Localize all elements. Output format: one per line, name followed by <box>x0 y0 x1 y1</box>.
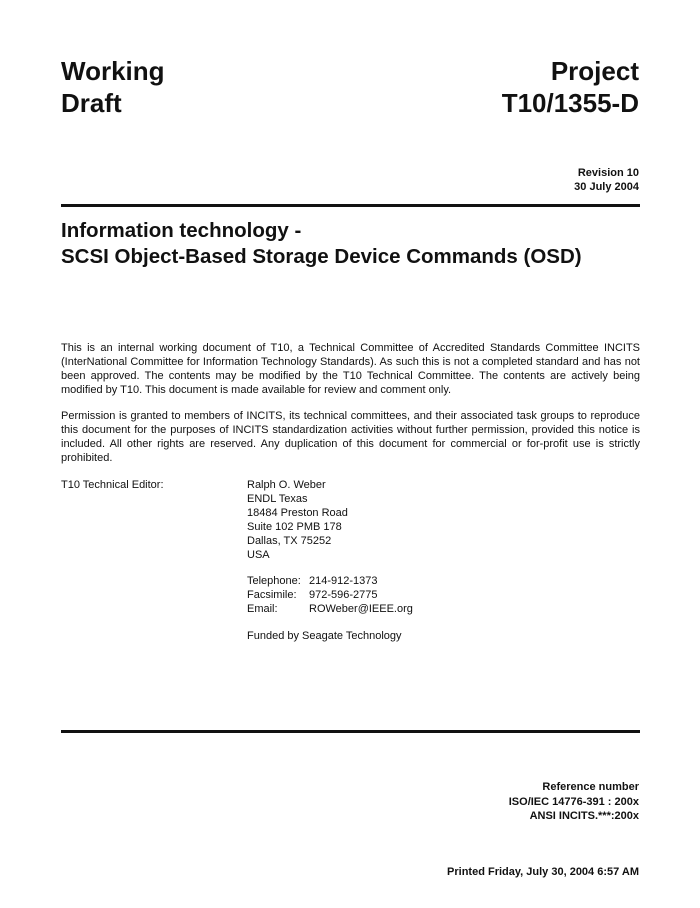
editor-contact <box>247 574 413 616</box>
editor-country: USA <box>247 549 270 561</box>
telephone-value: 214-912-1373 <box>309 575 378 587</box>
working-text: Working <box>61 56 165 86</box>
editor-suite: Suite 102 PMB 178 <box>247 521 342 533</box>
facsimile-row <box>247 588 413 602</box>
editor-label: T10 Technical Editor: <box>61 479 164 491</box>
facsimile-label: Facsimile: <box>247 589 297 601</box>
telephone-label: Telephone: <box>247 575 301 587</box>
revision-date: 30 July 2004 <box>574 181 639 193</box>
notice-paragraph: This is an internal working document of T10, a Technical Committee of Accredited Standards Committee INCITS (InterNational Committee for Information Technology Standards). As such this is not a completed standard and has not been approved. The contents may be modified by the T10 Technical Committee. The contents are actively being modified by T10. This document is made available for review and comment only. <box>61 342 640 396</box>
email-value: ROWeber@IEEE.org <box>309 603 413 615</box>
draft-text: Draft <box>61 88 122 118</box>
editor-street: 18484 Preston Road <box>247 507 348 519</box>
permission-paragraph: Permission is granted to members of INCITS, its technical committees, and their associated task groups to reproduce this document for the purposes of INCITS standardization activities without further permission, provided this notice is included. All other rights are reserved. Any duplication of this document for commercial or for-profit use is strictly prohibited. <box>61 410 640 464</box>
editor-name: Ralph O. Weber <box>247 479 326 491</box>
reference-iso: ISO/IEC 14776-391 : 200x <box>508 795 639 808</box>
revision-number: Revision 10 <box>577 167 639 179</box>
project-number: T10/1355-D <box>501 88 639 118</box>
title-line-1: Information technology - <box>61 219 302 242</box>
editor-address <box>247 478 348 562</box>
funding-note: Funded by Seagate Technology <box>247 630 402 642</box>
reference-ansi: ANSI INCITS.***:200x <box>529 810 639 822</box>
document-title <box>61 218 582 270</box>
title-line-2: SCSI Object-Based Storage Device Commands (OSD) <box>61 245 582 268</box>
revision-block <box>574 166 639 194</box>
printed-date: Printed Friday, July 30, 2004 6:57 AM <box>447 866 639 878</box>
project-text: Project <box>550 56 639 86</box>
project-label <box>502 55 639 119</box>
bottom-rule <box>61 730 640 733</box>
email-row <box>247 602 413 616</box>
email-label: Email: <box>247 603 278 615</box>
reference-block <box>509 780 639 824</box>
editor-city: Dallas, TX 75252 <box>247 535 332 547</box>
telephone-row <box>247 574 413 588</box>
top-rule <box>61 204 640 207</box>
reference-label: Reference number <box>542 781 639 793</box>
facsimile-value: 972-596-2775 <box>309 589 378 601</box>
working-draft-label <box>61 55 165 119</box>
editor-company: ENDL Texas <box>247 493 308 505</box>
